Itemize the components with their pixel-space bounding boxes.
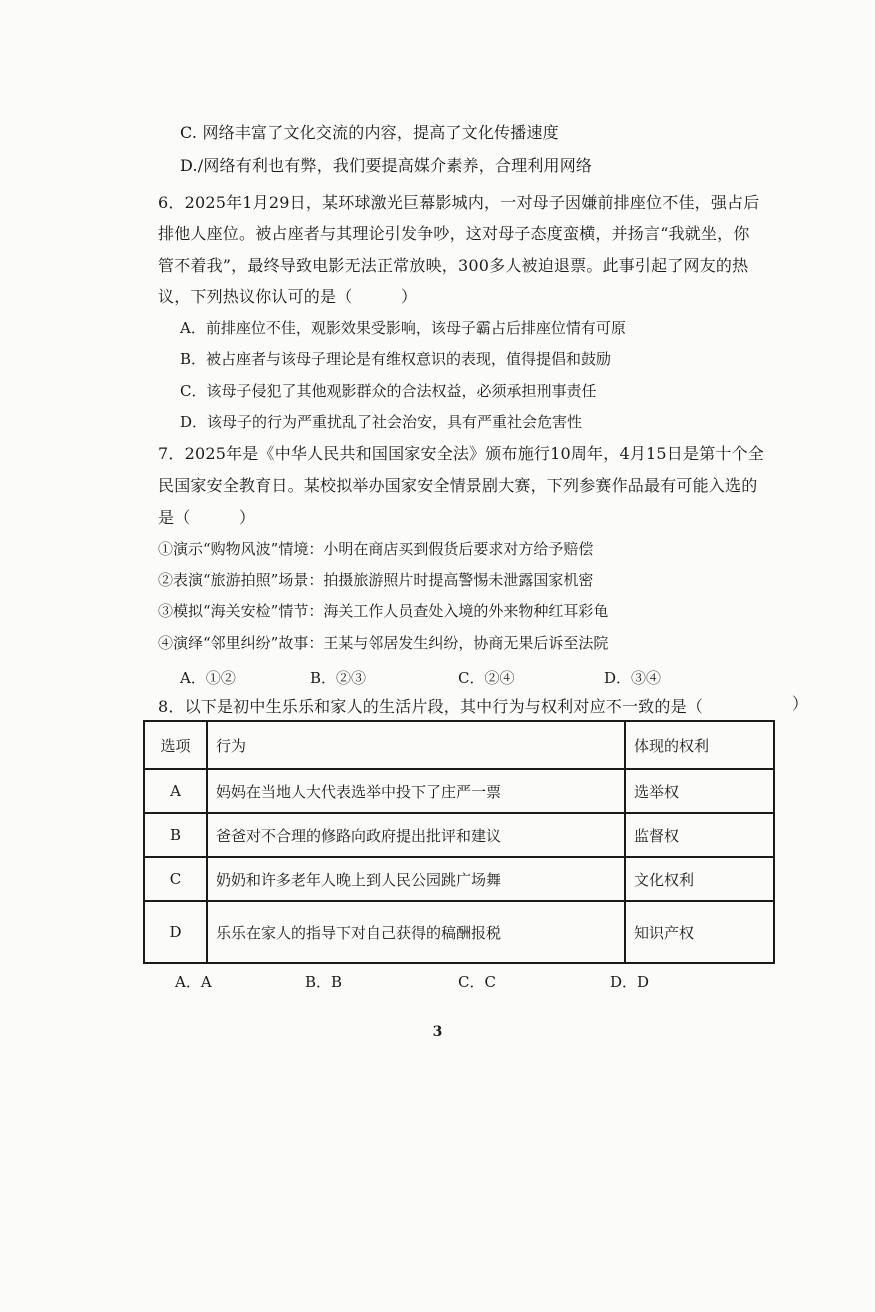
q8-option-b: B．B — [305, 973, 343, 991]
q7-item-4: ④演绎“邻里纠纷”故事：王某与邻居发生纠纷，协商无果后诉至法院 — [158, 634, 609, 652]
table-cell: 文化权利 — [625, 857, 774, 901]
table-row — [144, 769, 774, 813]
q6-option-a: A．前排座位不佳，观影效果受影响，该母子霸占后排座位情有可原 — [180, 319, 626, 337]
q7-option-c: C．②④ — [458, 669, 515, 687]
q8-stem: 8．以下是初中生乐乐和家人的生活片段，其中行为与权利对应不一致的是（ — [158, 697, 703, 716]
table-cell: A — [144, 769, 207, 813]
q7-option-a: A．①② — [180, 669, 236, 687]
q7-stem-line3: 是（ ） — [158, 508, 256, 527]
table-cell: 奶奶和许多老年人晚上到人民公园跳广场舞 — [207, 857, 625, 901]
table-row — [144, 857, 774, 901]
q8-option-d: D．D — [610, 973, 650, 991]
table-cell: 爸爸对不合理的修路向政府提出批评和建议 — [207, 813, 625, 857]
table-row — [144, 901, 774, 963]
table-header-cell: 选项 — [144, 721, 207, 769]
table-header-row — [144, 721, 774, 769]
q8-stem-close-paren: ） — [792, 694, 809, 713]
table-cell: 知识产权 — [625, 901, 774, 963]
table-header-cell: 体现的权利 — [625, 721, 774, 769]
q5-option-d: D./网络有利也有弊，我们要提高媒介素养，合理利用网络 — [180, 156, 593, 175]
q6-option-c: C．该母子侵犯了其他观影群众的合法权益，必须承担刑事责任 — [180, 382, 597, 400]
q7-stem-line2: 民国家安全教育日。某校拟举办国家安全情景剧大赛，下列参赛作品最有可能入选的 — [158, 476, 758, 495]
table-cell: 妈妈在当地人大代表选举中投下了庄严一票 — [207, 769, 625, 813]
table-cell: 选举权 — [625, 769, 774, 813]
table-header-cell: 行为 — [207, 721, 625, 769]
table-cell: C — [144, 857, 207, 901]
table-cell: 乐乐在家人的指导下对自己获得的稿酬报税 — [207, 901, 625, 963]
q6-stem-line2: 排他人座位。被占座者与其理论引发争吵，这对母子态度蛮横，并扬言“我就坐，你 — [158, 224, 750, 243]
q7-item-3: ③模拟“海关安检”情节：海关工作人员查处入境的外来物种红耳彩龟 — [158, 602, 609, 620]
q6-stem-line4: 议，下列热议你认可的是（ ） — [158, 287, 418, 306]
q7-stem-line1: 7．2025年是《中华人民共和国国家安全法》颁布施行10周年，4月15日是第十个全 — [158, 444, 764, 463]
q7-item-1: ①演示“购物风波”情境：小明在商店买到假货后要求对方给予赔偿 — [158, 540, 594, 558]
q6-option-d: D．该母子的行为严重扰乱了社会治安，具有严重社会危害性 — [180, 413, 583, 431]
table-cell: B — [144, 813, 207, 857]
q7-item-2: ②表演“旅游拍照”场景：拍摄旅游照片时提高警惕未泄露国家机密 — [158, 571, 594, 589]
q7-option-b: B．②③ — [310, 669, 367, 687]
q5-option-c: C. 网络丰富了文化交流的内容，提高了文化传播速度 — [180, 123, 559, 142]
q7-option-d: D．③④ — [604, 669, 662, 687]
q8-table — [143, 720, 775, 964]
q8-option-c: C．C — [458, 973, 496, 991]
q8-option-a: A．A — [175, 973, 212, 991]
table-cell: D — [144, 901, 207, 963]
page-number: 3 — [432, 1024, 443, 1040]
q6-stem-line3: 管不着我”，最终导致电影无法正常放映，300多人被迫退票。此事引起了网友的热 — [158, 256, 749, 275]
q6-stem-line1: 6．2025年1月29日，某环球激光巨幕影城内，一对母子因嫌前排座位不佳，强占后 — [158, 193, 760, 212]
table-cell: 监督权 — [625, 813, 774, 857]
table-row — [144, 813, 774, 857]
q6-option-b: B．被占座者与该母子理论是有维权意识的表现，值得提倡和鼓励 — [180, 350, 612, 368]
